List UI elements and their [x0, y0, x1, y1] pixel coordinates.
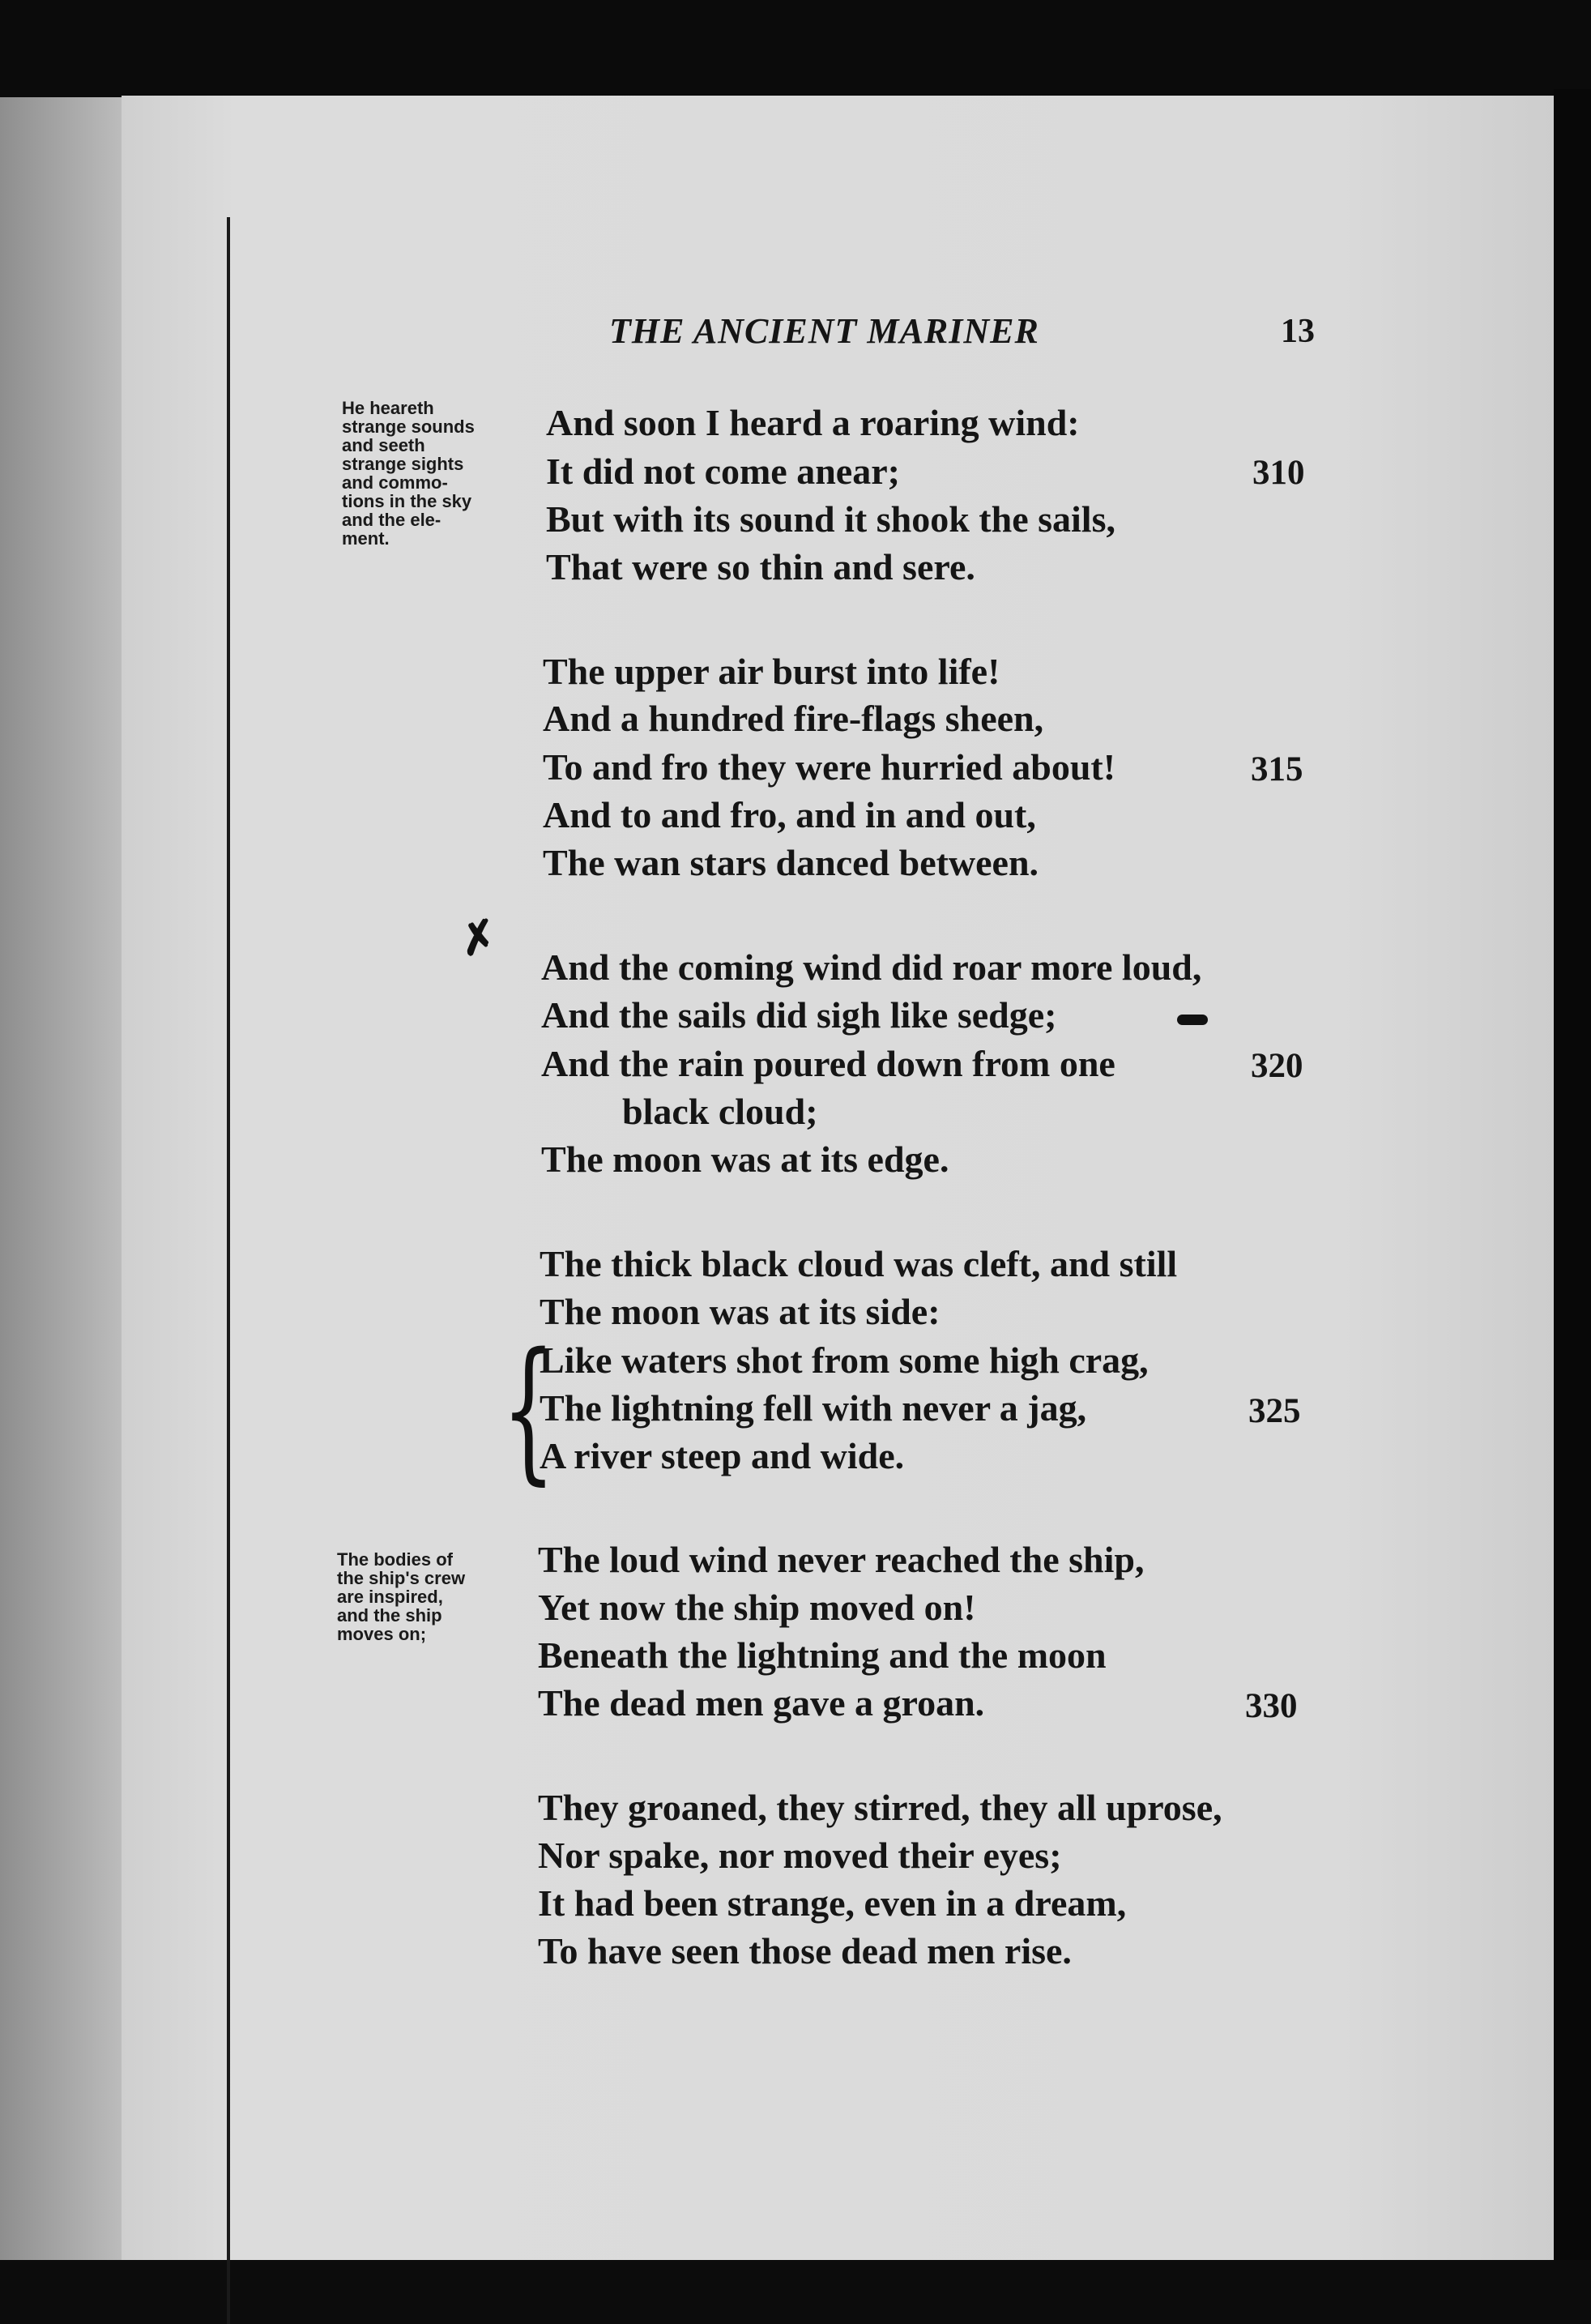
- verse-line: It did not come anear;: [546, 451, 900, 492]
- verse-line: A river steep and wide.: [540, 1435, 905, 1476]
- marginal-gloss: [342, 399, 475, 548]
- ink-dash-mark: [1177, 1015, 1208, 1025]
- gloss-line: strange sounds: [342, 417, 475, 437]
- line-number: 320: [1251, 1047, 1303, 1085]
- gutter-line: [227, 217, 230, 2324]
- gloss-line: He heareth: [342, 398, 434, 418]
- verse-line: black cloud;: [622, 1091, 818, 1132]
- verse-line: And the rain poured down from one: [541, 1043, 1115, 1084]
- verse-line: And to and fro, and in and out,: [543, 794, 1036, 835]
- verse-line: The thick black cloud was cleft, and still: [540, 1243, 1178, 1284]
- gloss-line: The bodies of: [337, 1549, 453, 1570]
- verse-line: To and fro they were hurried about!: [543, 746, 1116, 788]
- verse-line: It had been strange, even in a dream,: [538, 1882, 1127, 1924]
- gloss-line: tions in the sky: [342, 491, 472, 511]
- handwritten-brace-mark: {: [501, 1320, 556, 1499]
- verse-line: The dead men gave a groan.: [538, 1682, 985, 1724]
- verse-line: The upper air burst into life!: [543, 651, 1000, 692]
- gloss-line: and the ship: [337, 1605, 442, 1626]
- gloss-line: are inspired,: [337, 1587, 443, 1607]
- verse-line: Beneath the lightning and the moon: [538, 1634, 1107, 1676]
- running-head: THE ANCIENT MARINER: [609, 311, 1039, 351]
- verse-line: That were so thin and sere.: [546, 546, 975, 587]
- gloss-line: ment.: [342, 528, 390, 549]
- verse-line: The lightning fell with never a jag,: [540, 1387, 1087, 1429]
- verse-line: They groaned, they stirred, they all uprose,: [538, 1787, 1222, 1828]
- line-number: 325: [1248, 1392, 1301, 1430]
- gloss-line: and seeth: [342, 435, 425, 455]
- marginal-gloss: [337, 1550, 465, 1643]
- gloss-line: the ship's crew: [337, 1568, 466, 1588]
- verse-line: To have seen those dead men rise.: [538, 1930, 1072, 1972]
- line-number: 310: [1252, 454, 1305, 492]
- verse-line: The wan stars danced between.: [543, 842, 1039, 883]
- verse-line: Nor spake, nor moved their eyes;: [538, 1835, 1062, 1876]
- line-number: 315: [1251, 750, 1303, 788]
- verse-line: Like waters shot from some high crag,: [540, 1339, 1149, 1381]
- gloss-line: and commo-: [342, 472, 448, 493]
- left-page-edge: [0, 97, 122, 2260]
- gloss-line: strange sights: [342, 454, 464, 474]
- verse-line: But with its sound it shook the sails,: [546, 498, 1115, 540]
- verse-line: The moon was at its side:: [540, 1291, 941, 1332]
- verse-line: The loud wind never reached the ship,: [538, 1539, 1145, 1580]
- verse-line: Yet now the ship moved on!: [538, 1587, 976, 1628]
- verse-line: And the sails did sigh like sedge;: [541, 994, 1057, 1036]
- gloss-line: and the ele-: [342, 510, 441, 530]
- verse-line: The moon was at its edge.: [541, 1139, 949, 1180]
- line-number: 330: [1245, 1687, 1298, 1725]
- verse-line: And a hundred fire-flags sheen,: [543, 698, 1044, 739]
- verse-line: And soon I heard a roaring wind:: [546, 402, 1080, 443]
- page-number: 13: [1281, 313, 1315, 350]
- handwritten-check-mark: ✗: [455, 910, 502, 967]
- right-page-edge: [1554, 89, 1591, 2260]
- verse-line: And the coming wind did roar more loud,: [541, 946, 1202, 988]
- gloss-line: moves on;: [337, 1624, 427, 1644]
